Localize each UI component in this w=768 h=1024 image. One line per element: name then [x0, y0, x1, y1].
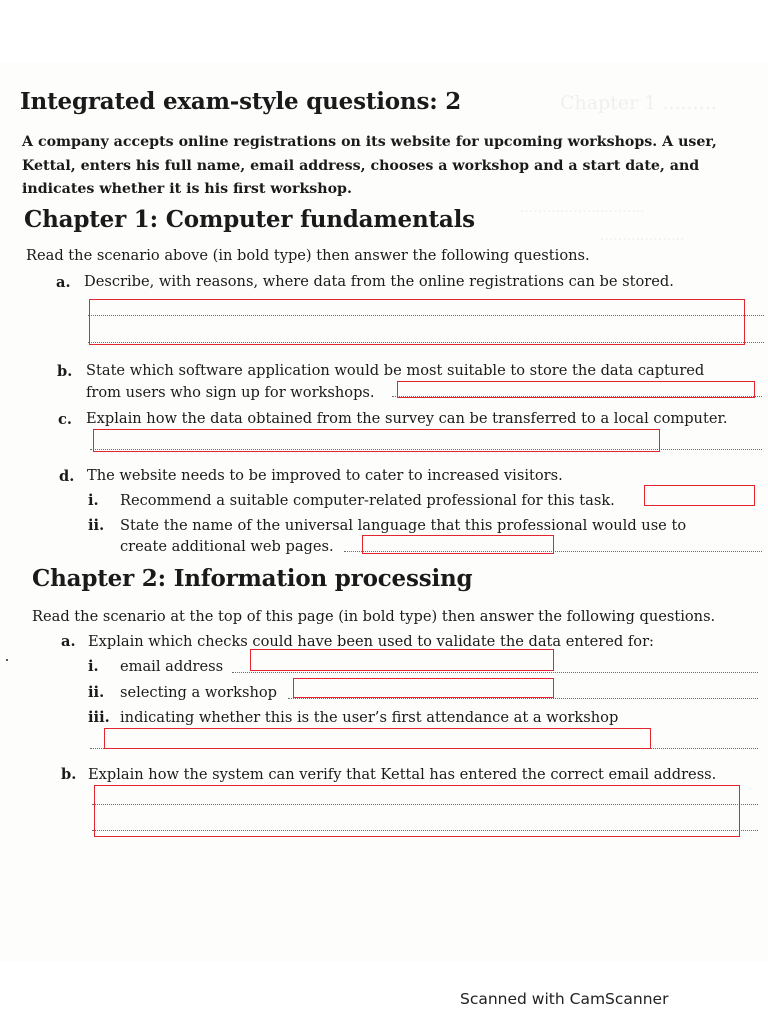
subquestion-label: i. — [88, 658, 99, 675]
question-2a-iii-text: indicating whether this is the user’s first attendance at a workshop — [120, 709, 619, 726]
answer-box-1d-ii[interactable] — [362, 535, 554, 554]
subquestion-label: i. — [88, 492, 99, 509]
subquestion-label: ii. — [88, 517, 105, 534]
scenario-line: A company accepts online registrations on its website for upcoming workshops. A user, — [22, 134, 717, 150]
camscanner-watermark: Scanned with CamScanner — [460, 990, 669, 1008]
answer-line — [232, 672, 758, 673]
answer-line — [288, 698, 758, 699]
subquestion-label: iii. — [88, 709, 110, 726]
chapter-2-instruction: Read the scenario at the top of this page (in bold type) then answer the following questions. — [32, 608, 716, 625]
show-through-text: ................... — [600, 228, 685, 244]
question-label: a. — [61, 633, 76, 650]
question-1d-ii-text-cont: create additional web pages. — [120, 538, 334, 555]
show-through-text: Chapter 1 ......... — [560, 92, 717, 114]
answer-box-1c[interactable] — [93, 429, 660, 452]
answer-box-2a-ii[interactable] — [293, 678, 554, 698]
page-title: Integrated exam-style questions: 2 — [20, 88, 462, 115]
show-through-text: ............................ — [520, 200, 645, 216]
answer-box-1a[interactable] — [89, 299, 745, 345]
answer-box-1b[interactable] — [397, 381, 755, 398]
question-label: b. — [61, 766, 77, 783]
question-label: b. — [57, 363, 73, 380]
question-2a-text: Explain which checks could have been used to validate the data entered for: — [88, 633, 654, 650]
scenario-line: indicates whether it is his first workshop. — [22, 181, 352, 197]
question-label: a. — [56, 274, 71, 291]
chapter-1-instruction: Read the scenario above (in bold type) then answer the following questions. — [26, 247, 590, 264]
question-label: d. — [59, 468, 75, 485]
question-1d-ii-text: State the name of the universal language that this professional would use to — [120, 517, 687, 534]
answer-box-1d-i[interactable] — [644, 485, 755, 506]
question-1d-text: The website needs to be improved to cater to increased visitors. — [87, 467, 563, 484]
chapter-1-heading: Chapter 1: Computer fundamentals — [24, 206, 475, 233]
chapter-2-heading: Chapter 2: Information processing — [32, 565, 473, 592]
question-label: c. — [58, 411, 72, 428]
question-2b-text: Explain how the system can verify that Kettal has entered the correct email address. — [88, 766, 717, 783]
question-1c-text: Explain how the data obtained from the survey can be transferred to a local computer. — [86, 410, 728, 427]
question-1d-i-text: Recommend a suitable computer-related professional for this task. — [120, 492, 615, 509]
subquestion-label: ii. — [88, 684, 105, 701]
question-1a-text: Describe, with reasons, where data from the online registrations can be stored. — [84, 273, 674, 290]
question-1b-text-cont: from users who sign up for workshops. — [86, 384, 375, 401]
question-2a-ii-text: selecting a workshop — [120, 684, 277, 701]
question-2a-i-text: email address — [120, 658, 224, 675]
scenario-text — [22, 131, 717, 202]
answer-box-2a-i[interactable] — [250, 649, 554, 671]
question-1b-text: State which software application would be most suitable to store the data captured — [86, 362, 705, 379]
scan-speck — [6, 659, 8, 661]
scenario-line: Kettal, enters his full name, email address, chooses a workshop and a start date, and — [22, 157, 700, 174]
answer-box-2b[interactable] — [94, 785, 740, 837]
answer-box-2a-iii[interactable] — [104, 728, 651, 749]
